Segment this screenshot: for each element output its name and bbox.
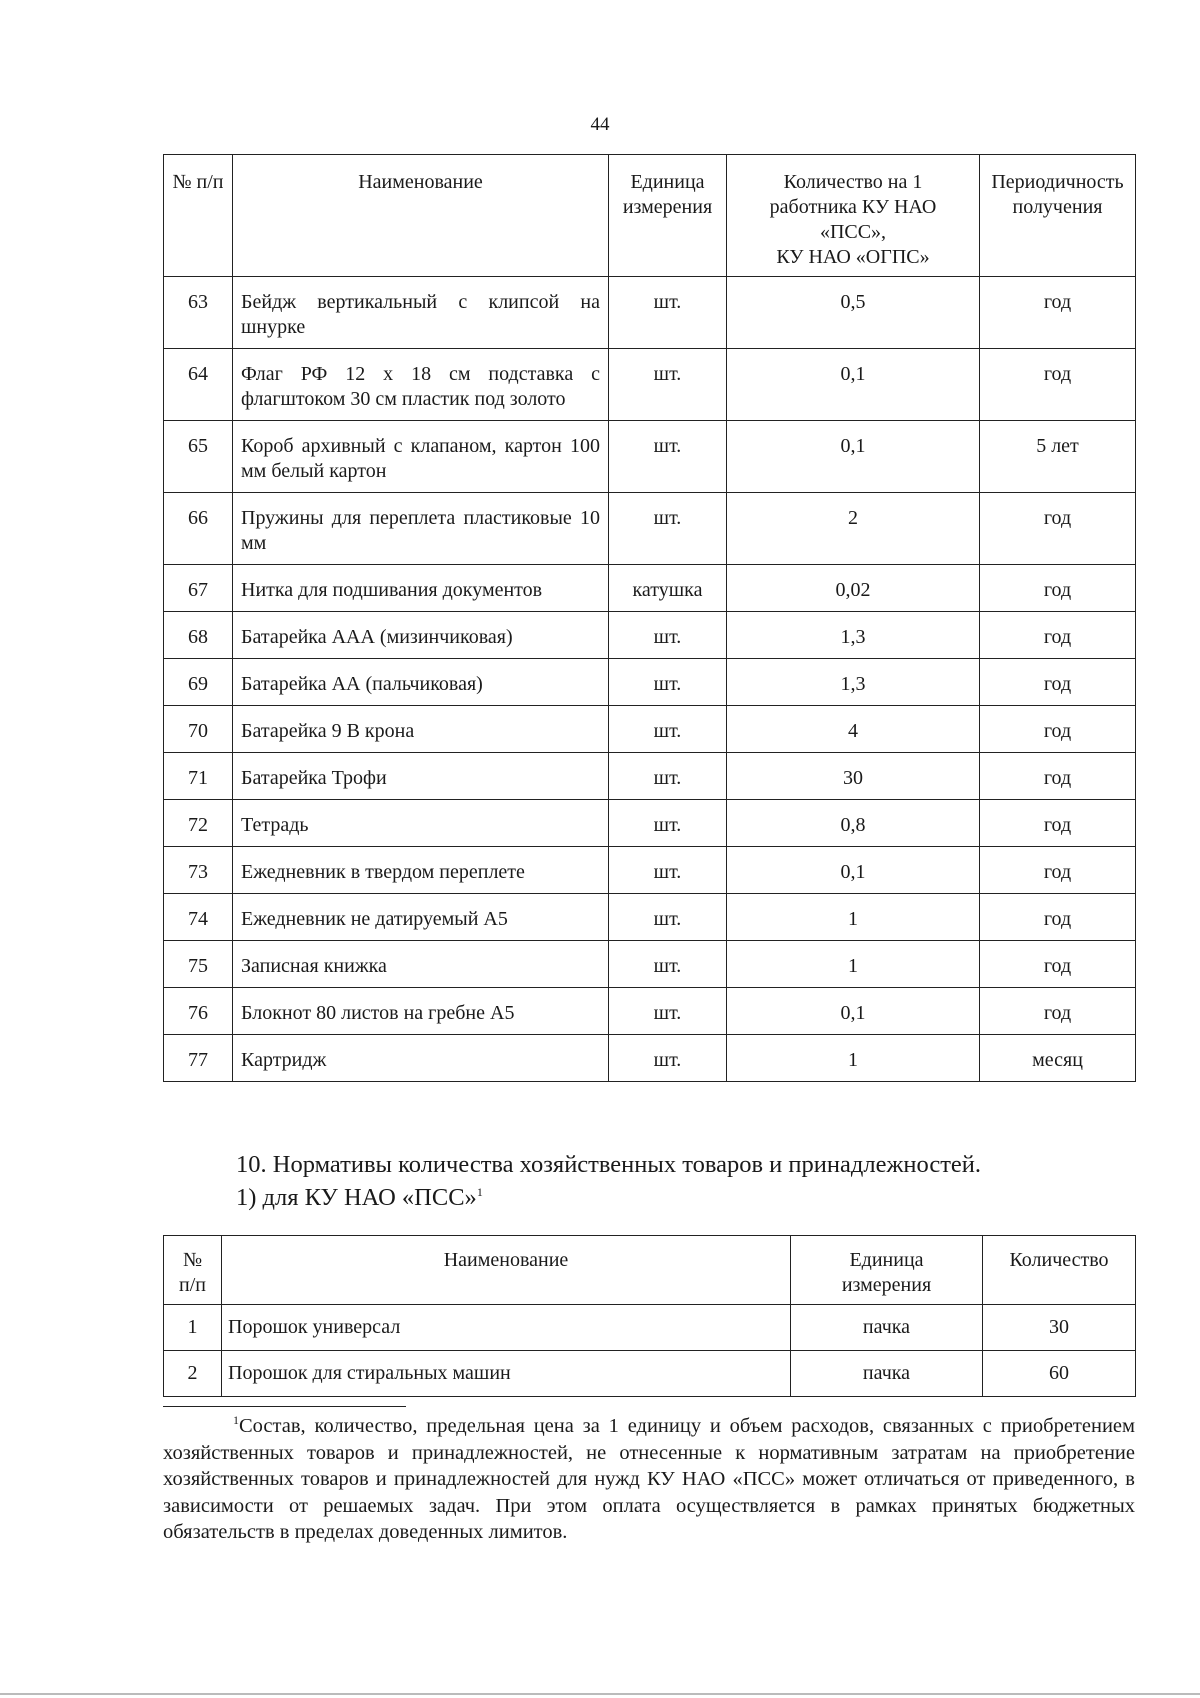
item-name: Нитка для подшивания документов bbox=[233, 565, 609, 612]
row-number: 63 bbox=[164, 277, 233, 349]
item-name: Батарейка АА (пальчиковая) bbox=[233, 659, 609, 706]
item-periodicity: год bbox=[980, 706, 1136, 753]
row-number: 64 bbox=[164, 349, 233, 421]
item-unit: шт. bbox=[609, 941, 727, 988]
scan-edge bbox=[0, 1693, 1200, 1695]
table-row bbox=[164, 706, 1136, 753]
item-quantity: 0,1 bbox=[727, 421, 980, 493]
table-row bbox=[164, 421, 1136, 493]
item-periodicity: год bbox=[980, 659, 1136, 706]
footnote bbox=[163, 1413, 1135, 1546]
row-number: 73 bbox=[164, 847, 233, 894]
table-row bbox=[164, 349, 1136, 421]
item-quantity: 0,5 bbox=[727, 277, 980, 349]
item-periodicity: год bbox=[980, 988, 1136, 1035]
item-unit: шт. bbox=[609, 706, 727, 753]
item-unit: шт. bbox=[609, 421, 727, 493]
item-quantity: 1 bbox=[727, 1035, 980, 1082]
footnote-mark: 1 bbox=[233, 1413, 239, 1428]
row-number: 71 bbox=[164, 753, 233, 800]
household-goods-table bbox=[163, 1235, 1136, 1397]
header-num: № п/п bbox=[164, 155, 233, 277]
table-row bbox=[164, 753, 1136, 800]
row-number: 74 bbox=[164, 894, 233, 941]
row-number: 69 bbox=[164, 659, 233, 706]
item-name: Батарейка ААА (мизинчиковая) bbox=[233, 612, 609, 659]
row-number: 1 bbox=[164, 1305, 222, 1351]
row-number: 68 bbox=[164, 612, 233, 659]
header-periodicity: Периодичность получения bbox=[980, 155, 1136, 277]
row-number: 2 bbox=[164, 1351, 222, 1397]
table-row bbox=[164, 565, 1136, 612]
item-quantity: 1 bbox=[727, 894, 980, 941]
item-unit: шт. bbox=[609, 800, 727, 847]
header-quantity: Количество на 1 работника КУ НАО «ПСС», КУ НАО «ОГПС» bbox=[727, 155, 980, 277]
item-periodicity: год bbox=[980, 941, 1136, 988]
item-unit: шт. bbox=[609, 493, 727, 565]
table-header-row bbox=[164, 1236, 1136, 1305]
item-quantity: 60 bbox=[983, 1351, 1136, 1397]
section-title: 10. Нормативы количества хозяйственных товаров и принадлежностей. bbox=[236, 1151, 982, 1178]
item-periodicity: год bbox=[980, 349, 1136, 421]
table-row bbox=[164, 941, 1136, 988]
item-quantity: 1 bbox=[727, 941, 980, 988]
table-row bbox=[164, 1035, 1136, 1082]
supplies-table bbox=[163, 154, 1136, 1082]
row-number: 67 bbox=[164, 565, 233, 612]
table-header-row bbox=[164, 155, 1136, 277]
table-row bbox=[164, 847, 1136, 894]
header-num: № п/п bbox=[164, 1236, 222, 1305]
item-name: Тетрадь bbox=[233, 800, 609, 847]
header-unit: Единица измерения bbox=[791, 1236, 983, 1305]
header-name: Наименование bbox=[222, 1236, 791, 1305]
item-unit: пачка bbox=[791, 1351, 983, 1397]
item-periodicity: год bbox=[980, 493, 1136, 565]
footnote-divider bbox=[163, 1406, 406, 1407]
item-name: Блокнот 80 листов на гребне А5 bbox=[233, 988, 609, 1035]
table-row bbox=[164, 1351, 1136, 1397]
row-number: 66 bbox=[164, 493, 233, 565]
table-row bbox=[164, 988, 1136, 1035]
item-periodicity: год bbox=[980, 894, 1136, 941]
item-name: Ежедневник не датируемый А5 bbox=[233, 894, 609, 941]
item-periodicity: год bbox=[980, 277, 1136, 349]
item-name: Батарейка 9 В крона bbox=[233, 706, 609, 753]
item-periodicity: месяц bbox=[980, 1035, 1136, 1082]
page-number: 44 bbox=[590, 114, 610, 135]
item-name: Записная книжка bbox=[233, 941, 609, 988]
table-row bbox=[164, 493, 1136, 565]
row-number: 65 bbox=[164, 421, 233, 493]
item-periodicity: год bbox=[980, 800, 1136, 847]
item-quantity: 0,02 bbox=[727, 565, 980, 612]
header-name: Наименование bbox=[233, 155, 609, 277]
item-periodicity: 5 лет bbox=[980, 421, 1136, 493]
row-number: 76 bbox=[164, 988, 233, 1035]
item-name: Порошок для стиральных машин bbox=[222, 1351, 791, 1397]
item-name: Батарейка Трофи bbox=[233, 753, 609, 800]
item-unit: шт. bbox=[609, 847, 727, 894]
section-heading bbox=[236, 1148, 981, 1214]
table-row bbox=[164, 277, 1136, 349]
footnote-text: Состав, количество, предельная цена за 1 единицу и объем расходов, связанных с приобретением хозяйственных товаров и принадлежностей, не отнесенные к нормативным затратам на приобретение хозяйственных товаров и принадлежностей для нужд КУ НАО «ПСС» может отличаться от приведенного, в зависимости от решаемых задач. При этом оплата осуществляется в рамках принятых бюджетных обязательств в пределах доведенных лимитов. bbox=[163, 1415, 1135, 1543]
item-quantity: 0,8 bbox=[727, 800, 980, 847]
table-row bbox=[164, 1305, 1136, 1351]
row-number: 75 bbox=[164, 941, 233, 988]
item-unit: шт. bbox=[609, 612, 727, 659]
item-name: Картридж bbox=[233, 1035, 609, 1082]
item-quantity: 1,3 bbox=[727, 659, 980, 706]
item-unit: катушка bbox=[609, 565, 727, 612]
item-quantity: 30 bbox=[727, 753, 980, 800]
item-name: Флаг РФ 12 х 18 см подставка с флагштоком 30 см пластик под золото bbox=[233, 349, 609, 421]
section-subtitle: 1) для КУ НАО «ПСС»$^1$ bbox=[236, 1184, 483, 1211]
table-row bbox=[164, 894, 1136, 941]
item-unit: шт. bbox=[609, 988, 727, 1035]
item-unit: шт. bbox=[609, 753, 727, 800]
item-unit: пачка bbox=[791, 1305, 983, 1351]
table-row bbox=[164, 612, 1136, 659]
item-quantity: 0,1 bbox=[727, 847, 980, 894]
item-quantity: 2 bbox=[727, 493, 980, 565]
item-unit: шт. bbox=[609, 894, 727, 941]
item-periodicity: год bbox=[980, 565, 1136, 612]
item-quantity: 4 bbox=[727, 706, 980, 753]
header-quantity: Количество bbox=[983, 1236, 1136, 1305]
item-quantity: 0,1 bbox=[727, 349, 980, 421]
item-periodicity: год bbox=[980, 612, 1136, 659]
item-periodicity: год bbox=[980, 847, 1136, 894]
row-number: 77 bbox=[164, 1035, 233, 1082]
row-number: 70 bbox=[164, 706, 233, 753]
item-unit: шт. bbox=[609, 659, 727, 706]
table-row bbox=[164, 659, 1136, 706]
table-row bbox=[164, 800, 1136, 847]
item-quantity: 30 bbox=[983, 1305, 1136, 1351]
item-name: Короб архивный с клапаном, картон 100 мм белый картон bbox=[233, 421, 609, 493]
item-name: Порошок универсал bbox=[222, 1305, 791, 1351]
item-quantity: 1,3 bbox=[727, 612, 980, 659]
item-unit: шт. bbox=[609, 277, 727, 349]
item-name: Ежедневник в твердом переплете bbox=[233, 847, 609, 894]
item-quantity: 0,1 bbox=[727, 988, 980, 1035]
row-number: 72 bbox=[164, 800, 233, 847]
item-unit: шт. bbox=[609, 1035, 727, 1082]
footnote-reference[interactable]: 1 bbox=[476, 1184, 483, 1199]
item-name: Пружины для переплета пластиковые 10 мм bbox=[233, 493, 609, 565]
header-unit: Единица измерения bbox=[609, 155, 727, 277]
item-periodicity: год bbox=[980, 753, 1136, 800]
item-unit: шт. bbox=[609, 349, 727, 421]
item-name: Бейдж вертикальный с клипсой на шнурке bbox=[233, 277, 609, 349]
